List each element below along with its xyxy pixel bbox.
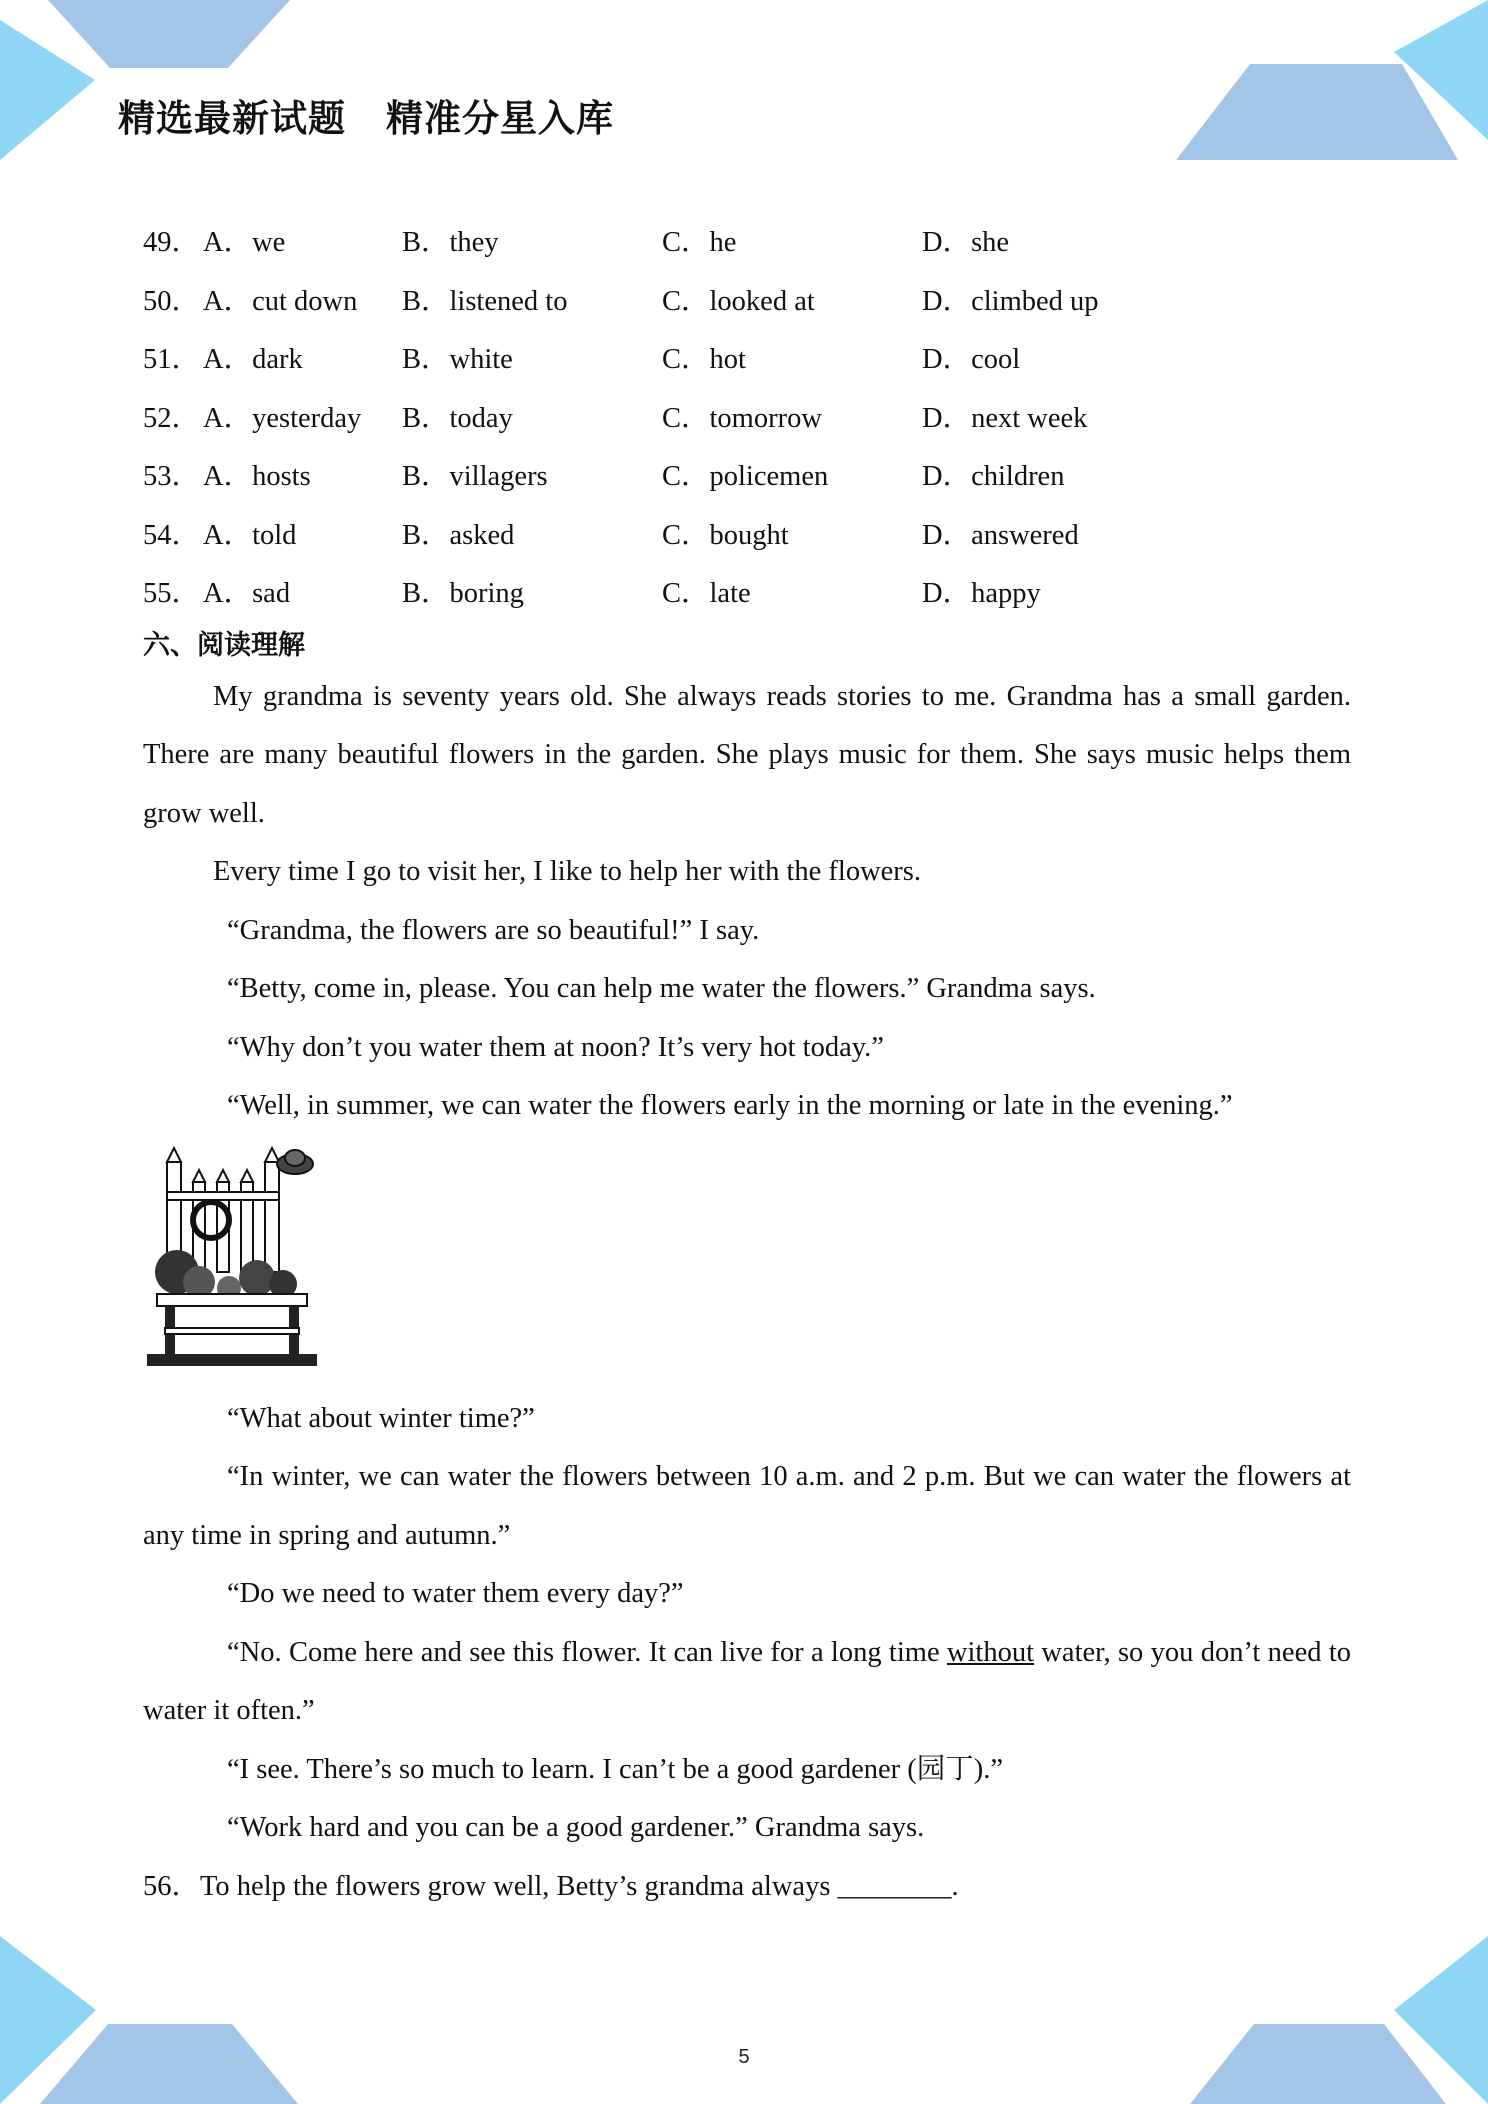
underlined-word: without — [946, 1636, 1035, 1668]
question-number: 49． — [143, 227, 201, 258]
dialogue-line-2: “Betty, come in, please. You can help me water the flowers.” Grandma says. — [227, 973, 1096, 1004]
dialogue-line-8 — [143, 1624, 1351, 1741]
passage-paragraph-2: Every time I go to visit her, I like to help her with the flowers. — [213, 856, 922, 887]
dialogue-line-8-end: water, so you don’t need to water it often.” — [143, 1636, 1351, 1726]
dialogue-line-3: “Why don’t you water them at noon? It’s very hot today.” — [227, 1031, 884, 1063]
deco-top-left-trapezoid — [48, 0, 290, 68]
option-d: D．next week — [922, 402, 1088, 434]
question-row-53 — [143, 448, 1351, 507]
option-c: C．policemen — [662, 461, 829, 492]
option-a: A．sad — [203, 578, 291, 609]
section-title: 六、阅读理解 — [143, 629, 305, 661]
option-d: D．answered — [922, 519, 1079, 551]
dialogue-line-4: “Well, in summer, we can water the flowers early in the morning or late in the evening.” — [227, 1090, 1233, 1121]
question-row-55 — [143, 565, 1351, 624]
option-a: A．told — [203, 519, 297, 551]
question-row-52 — [143, 390, 1351, 449]
header-title-part2: 精准分星入库 — [386, 97, 614, 140]
page-content — [143, 214, 1351, 1916]
page-header — [118, 88, 614, 142]
option-b: B．listened to — [402, 285, 568, 317]
option-b: B．today — [402, 402, 513, 434]
option-c: C．tomorrow — [662, 402, 822, 434]
option-a: A．we — [203, 227, 286, 258]
question-number: 50． — [143, 285, 201, 317]
question-number: 53． — [143, 461, 201, 492]
question-number: 51． — [143, 344, 201, 375]
deco-top-right-trapezoid — [1176, 64, 1458, 160]
dialogue-line-1: “Grandma, the flowers are so beautiful!” I say. — [227, 914, 760, 946]
option-d: D．cool — [922, 344, 1021, 375]
question-number: 55． — [143, 578, 201, 609]
question-row-49 — [143, 214, 1351, 273]
question-row-54 — [143, 507, 1351, 566]
option-b: B．white — [402, 344, 513, 375]
dialogue-line-9: “I see. There’s so much to learn. I can’t be a good gardener (园丁).” — [227, 1753, 1004, 1785]
option-b: B．villagers — [402, 461, 548, 492]
question-row-50 — [143, 273, 1351, 332]
question-number: 52． — [143, 402, 201, 434]
header-title-part1: 精选最新试题 — [118, 97, 346, 140]
option-b: B．asked — [402, 519, 515, 551]
option-d: D．happy — [922, 578, 1041, 609]
option-b: B．boring — [402, 578, 524, 609]
option-c: C．late — [662, 578, 751, 609]
passage-paragraph-1: My grandma is seventy years old. She always reads stories to me. Grandma has a small garden. There are many beautiful flowers in the garden. She plays music for them. She says music helps them grow well. — [143, 680, 1351, 829]
option-c: C．he — [662, 227, 737, 258]
dialogue-line-10: “Work hard and you can be a good gardener.” Grandma says. — [227, 1812, 925, 1843]
option-a: A．dark — [203, 344, 303, 375]
garden-bench-illustration — [147, 1142, 317, 1372]
option-a: A．yesterday — [203, 402, 362, 434]
deco-top-left-triangle — [0, 20, 95, 160]
option-d: D．she — [922, 227, 1010, 258]
question-row-51 — [143, 331, 1351, 390]
dialogue-line-8-start: “No. Come here and see this flower. It can live for a long time — [227, 1636, 947, 1668]
option-a: A．hosts — [203, 461, 311, 492]
question-number: 56． — [143, 1870, 201, 1902]
dialogue-line-5: “What about winter time?” — [227, 1402, 535, 1434]
option-c: C．looked at — [662, 285, 815, 317]
question-text: To help the flowers grow well, Betty’s grandma always ________. — [200, 1870, 959, 1902]
question-number: 54． — [143, 519, 201, 551]
dialogue-line-6: “In winter, we can water the flowers between 10 a.m. and 2 p.m. But we can water the flowers at any time in spring and autumn.” — [143, 1461, 1351, 1551]
question-56 — [143, 1858, 1351, 1917]
page-number: 5 — [738, 2046, 750, 2068]
options-list — [143, 214, 1351, 624]
option-c: C．bought — [662, 519, 789, 551]
option-d: D．climbed up — [922, 285, 1099, 317]
option-c: C．hot — [662, 344, 746, 375]
option-a: A．cut down — [203, 285, 358, 317]
option-d: D．children — [922, 461, 1065, 492]
dialogue-line-7: “Do we need to water them every day?” — [227, 1578, 684, 1609]
option-b: B．they — [402, 227, 499, 258]
